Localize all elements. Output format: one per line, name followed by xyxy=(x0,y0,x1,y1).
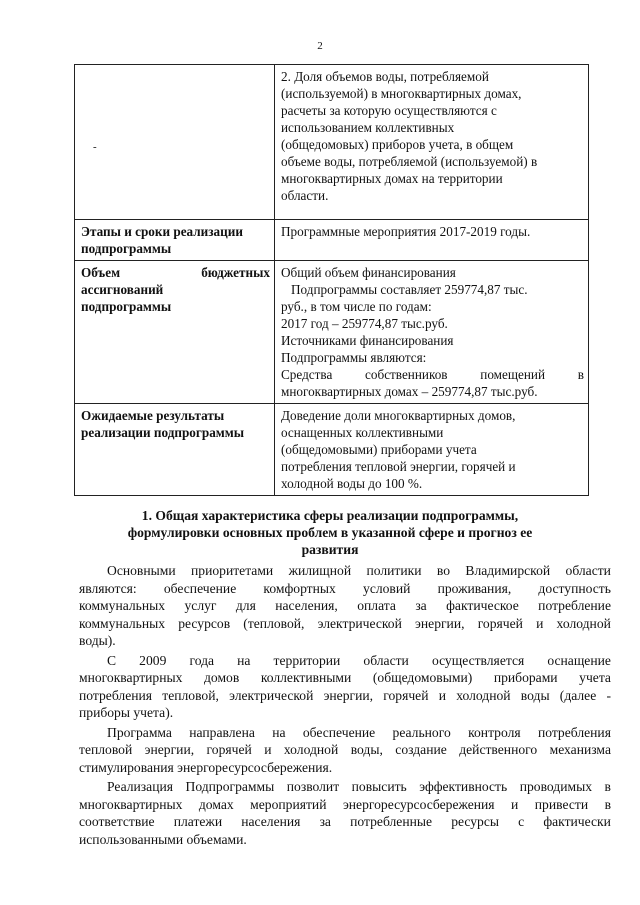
word: позволит xyxy=(286,779,340,794)
word: в xyxy=(577,367,584,382)
word: являются: xyxy=(79,580,137,596)
word: электрической xyxy=(317,615,402,631)
word: области xyxy=(565,563,611,578)
word: платежи xyxy=(173,814,223,829)
word: жилищной xyxy=(288,563,352,578)
table-row xyxy=(75,220,589,261)
word: на xyxy=(272,724,286,740)
word: механизма xyxy=(549,742,611,757)
text-line xyxy=(79,597,611,615)
results-value-cell xyxy=(275,404,589,496)
word: оснащение xyxy=(547,652,611,668)
word: условий xyxy=(363,580,411,596)
word: услуг xyxy=(184,598,217,613)
cell-text-line: руб., в том числе по годам: xyxy=(281,299,432,314)
word: населения xyxy=(241,814,301,829)
word: энергии, xyxy=(144,742,195,757)
word: политики xyxy=(366,563,422,578)
cell-text-line: (общедомовых) приборов учета, в общем xyxy=(281,137,514,152)
word: (общедомовыми) xyxy=(372,670,473,685)
text-line xyxy=(79,669,611,687)
word: и xyxy=(511,796,519,812)
cell-text-line: объеме воды, потребляемой (используемой) в xyxy=(281,154,538,169)
word: и xyxy=(264,742,272,757)
word: Программа xyxy=(107,724,172,740)
word: Средства xyxy=(281,367,333,382)
indicator-2-cell xyxy=(275,65,589,220)
word: Подпрограммы xyxy=(185,779,275,794)
cell-text-line: холодной воды до 100 %. xyxy=(281,476,423,491)
word: - xyxy=(606,687,611,703)
word: тепловой, xyxy=(162,687,219,703)
word: горячей xyxy=(477,615,523,631)
word: создание xyxy=(395,742,447,757)
results-label-cell xyxy=(75,404,275,496)
word: холодной xyxy=(456,687,511,703)
word: во xyxy=(436,563,451,578)
text-line xyxy=(79,741,611,759)
word: эффективность xyxy=(419,779,508,794)
cell-text-line: оснащенных коллективными xyxy=(281,425,444,440)
stages-label-cell xyxy=(75,220,275,261)
scan-mark: - xyxy=(93,141,97,153)
cell-text-line: расчеты за которую осуществляются с xyxy=(281,103,497,118)
text-line xyxy=(79,724,611,742)
word: реального xyxy=(392,724,451,740)
word: Реализация xyxy=(107,779,173,794)
word: потребление xyxy=(538,598,611,613)
word: ресурсов xyxy=(178,615,231,631)
word: воды, xyxy=(350,742,383,757)
cell-text-line: (общедомовыми) приборами учета xyxy=(281,442,477,457)
word: в xyxy=(604,796,611,812)
cell-text-line: Этапы и сроки реализации xyxy=(81,224,243,239)
cell-text-line: (используемой) в многоквартирных домах, xyxy=(281,86,522,101)
word: тепловой xyxy=(79,742,133,757)
heading-line: 1. Общая характеристика сферы реализации подпрограммы, xyxy=(141,508,519,523)
cell-text-line: Ожидаемые результаты xyxy=(81,408,225,423)
cell-text-line: 2. Доля объемов воды, потребляемой xyxy=(281,69,489,84)
word: (далее xyxy=(559,687,597,703)
word: проживания, xyxy=(437,580,512,596)
heading-line: формулировки основных проблем в указанной сфере и прогноз ее xyxy=(127,525,533,540)
word: Владимирской xyxy=(465,563,551,578)
word: для xyxy=(235,598,256,613)
cell-text-line: Подпрограммы составляет 259774,87 тыс. xyxy=(291,282,528,297)
text-line xyxy=(79,687,611,705)
text-line xyxy=(79,778,611,796)
word: (тепловой, xyxy=(243,615,305,631)
page-number: 2 xyxy=(317,40,323,52)
word: комфортных xyxy=(263,580,336,596)
word: ресурсы xyxy=(451,814,499,829)
word: потребленные xyxy=(350,814,433,829)
word: воды xyxy=(520,687,550,703)
word: в xyxy=(604,779,611,794)
text-line xyxy=(79,615,611,633)
word: холодной xyxy=(556,615,611,631)
word: соответствие xyxy=(79,814,155,829)
word: мероприятий xyxy=(250,796,327,812)
word: обеспечение xyxy=(302,724,376,740)
word: проводимых xyxy=(519,779,593,794)
word: и xyxy=(438,687,446,703)
word: помещений xyxy=(480,367,546,382)
cell-text-line: Программные мероприятия 2017-2019 годы. xyxy=(281,224,531,239)
text-line: приборы учета). xyxy=(79,705,174,720)
budget-value-cell xyxy=(275,261,589,404)
cell-text-line: многоквартирных домах на территории xyxy=(281,171,503,186)
word: территории xyxy=(273,652,341,668)
section-heading xyxy=(60,507,600,558)
word: области xyxy=(363,652,409,668)
word: приоритетами xyxy=(191,563,274,578)
word: действенного xyxy=(459,742,538,757)
cell-text-line: потребления тепловой энергии, горячей и xyxy=(281,459,516,474)
cell-text-line xyxy=(281,366,584,383)
word: доступность xyxy=(538,580,611,596)
word: контроля xyxy=(468,724,521,740)
word: домов xyxy=(203,670,240,685)
word: 2009 xyxy=(139,652,167,668)
word: горячей xyxy=(206,742,252,757)
cell-text-line: Подпрограммы являются: xyxy=(281,350,427,365)
word: за xyxy=(415,598,427,613)
word: коллективными xyxy=(260,670,352,685)
word: энергоресурсосбережения xyxy=(342,796,495,812)
word: учета xyxy=(579,670,611,685)
table-cell-empty xyxy=(75,65,275,220)
word: коммунальных xyxy=(79,615,166,631)
word: населения, xyxy=(275,598,338,613)
word: С xyxy=(107,652,117,668)
word: на xyxy=(237,652,251,668)
cell-text-line: использованием коллективных xyxy=(281,120,455,135)
cell-text-line: реализации подпрограммы xyxy=(81,425,245,440)
text-line xyxy=(79,580,611,598)
word: фактическое xyxy=(446,598,519,613)
paragraph-2 xyxy=(79,652,611,722)
word: направлена xyxy=(189,724,255,740)
word: многоквартирных xyxy=(79,796,183,812)
word: привести xyxy=(534,796,589,812)
paragraph-3 xyxy=(79,724,611,777)
word: с xyxy=(518,814,525,829)
text-line: использованными объемами. xyxy=(79,831,247,847)
word: энергии, xyxy=(323,687,374,703)
word: оплата xyxy=(357,598,396,613)
word: приборами xyxy=(493,670,558,685)
word: обеспечение xyxy=(163,580,237,596)
table-row xyxy=(75,261,589,404)
word: горячей xyxy=(383,687,429,703)
word: бюджетных xyxy=(201,265,270,280)
word: повысить xyxy=(351,779,407,794)
stages-value-cell xyxy=(275,220,589,261)
cell-text-line: подпрограммы xyxy=(81,241,172,256)
word: осуществляется xyxy=(431,652,525,668)
budget-label-cell xyxy=(75,261,275,404)
text-line xyxy=(79,813,611,831)
text-line xyxy=(79,652,611,670)
subprogram-passport-table xyxy=(74,64,589,496)
word: холодной xyxy=(283,742,339,757)
cell-text-line: области. xyxy=(281,188,329,203)
cell-text-line: 2017 год – 259774,87 тыс.руб. xyxy=(281,316,448,331)
paragraph-4 xyxy=(79,778,611,848)
word: и xyxy=(536,615,544,631)
cell-text-line: многоквартирных домах – 259774,87 тыс.руб. xyxy=(281,384,538,399)
text-line xyxy=(79,796,611,814)
table-row xyxy=(75,65,589,220)
word: электрической xyxy=(229,687,314,703)
word: потребления xyxy=(537,724,611,740)
text-line: стимулирования энергоресурсосбережения. xyxy=(79,759,333,775)
word: Основными xyxy=(107,563,176,578)
word: года xyxy=(189,652,215,668)
word: потребления xyxy=(79,687,153,703)
word: энергии, xyxy=(415,615,465,631)
word: коммунальных xyxy=(79,598,166,613)
cell-text-line: ассигнований xyxy=(81,282,164,297)
heading-line: развития xyxy=(301,542,359,557)
section-body xyxy=(79,562,611,850)
word: многоквартирных xyxy=(79,670,183,685)
text-line: воды). xyxy=(79,633,116,648)
cell-text-line: Общий объем финансирования xyxy=(281,265,456,280)
paragraph-1 xyxy=(79,562,611,650)
cell-text-line: Источниками финансирования xyxy=(281,333,454,348)
cell-text-line: Доведение доли многоквартирных домов, xyxy=(281,408,516,423)
word: фактически xyxy=(543,814,611,829)
word: Объем xyxy=(81,265,121,280)
text-line xyxy=(79,562,611,580)
cell-text-line: подпрограммы xyxy=(81,299,172,314)
word: за xyxy=(319,814,331,829)
table-row xyxy=(75,404,589,496)
word: домах xyxy=(198,796,234,812)
cell-text-line xyxy=(81,264,270,281)
word: собственников xyxy=(365,367,448,382)
